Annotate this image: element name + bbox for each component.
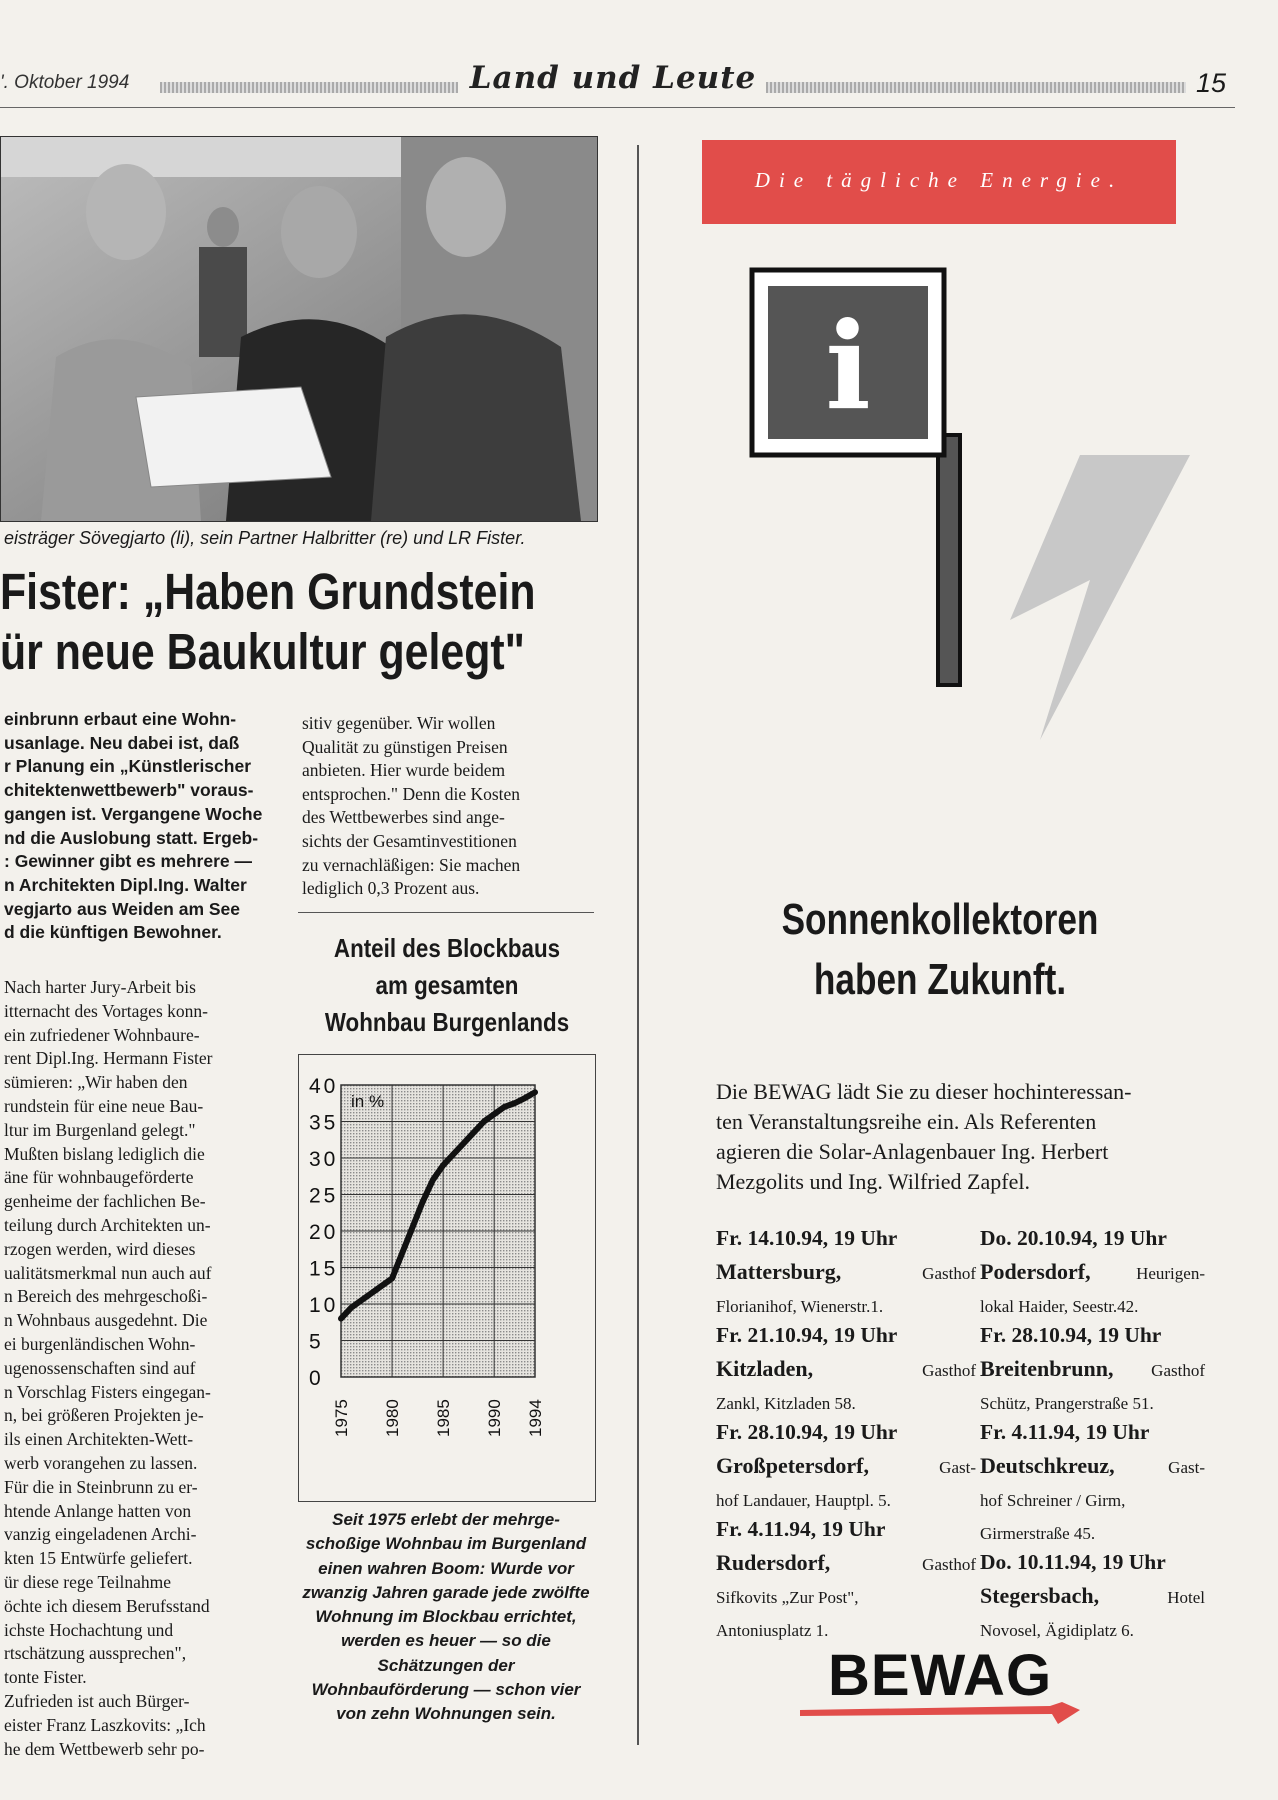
body-line: rundstein für eine neue Bau- <box>4 1095 204 1116</box>
body-line: rzogen werden, wird dieses <box>4 1238 196 1259</box>
event-place: Podersdorf, <box>980 1259 1091 1284</box>
chart-title-line: am gesamten <box>375 970 519 1000</box>
event-place-row <box>980 1579 1205 1614</box>
column-divider <box>637 145 639 1745</box>
event-item <box>980 1319 1205 1420</box>
body-line: zu vernachläßigen: Sie machen <box>302 854 521 875</box>
body-line: ualitätsmerkmal nun auch auf <box>4 1262 212 1283</box>
y-tick-label: 30 <box>309 1148 339 1171</box>
body-line: des Wettbewerbes sind ange- <box>302 807 505 828</box>
body-line: ugenossenschaften sind auf <box>4 1357 196 1378</box>
event-venue: Gasthof <box>1151 1361 1205 1380</box>
event-venue: hof Schreiner / Girm, <box>980 1491 1126 1510</box>
body-line: Mußten bislang lediglich die <box>4 1143 205 1164</box>
y-tick-label: 0 <box>309 1367 324 1390</box>
header-bar-right <box>766 82 1186 93</box>
event-venue: Gasthof <box>922 1264 976 1283</box>
body-line: ltur im Burgenland gelegt." <box>4 1119 196 1140</box>
event-date: Fr. 28.10.94, 19 Uhr <box>980 1323 1162 1347</box>
ad-title <box>740 890 1140 1010</box>
event-place: Breitenbrunn, <box>980 1356 1114 1381</box>
y-tick-label: 5 <box>309 1330 324 1354</box>
body-line: ür diese rege Teilnahme <box>4 1571 172 1592</box>
body-line: tonte Fister. <box>4 1667 87 1688</box>
body-line: htende Anlange hatten von <box>4 1500 192 1521</box>
event-venue: Zankl, Kitzladen 58. <box>716 1394 856 1413</box>
ad-intro-line: Die BEWAG lädt Sie zu dieser hochinteressan- <box>716 1079 1132 1104</box>
bewag-logo: BEWAG <box>827 1643 1053 1708</box>
chart-frame <box>298 1054 596 1502</box>
section-title: Land und Leute <box>469 60 757 96</box>
issue-date: '. Oktober 1994 <box>0 72 130 93</box>
headline-line-2: ür neue Baukultur gelegt" <box>0 623 525 680</box>
lead-line: vegjarto aus Weiden am See <box>4 898 241 919</box>
body-line: he dem Wettbewerb sehr po- <box>4 1738 205 1759</box>
line-chart <box>299 1055 595 1501</box>
body-line: Qualität zu günstigen Preisen <box>302 736 508 757</box>
lead-line: : Gewinner gibt es mehrere — <box>4 851 252 872</box>
body-line: rtschätzung aussprechen", <box>4 1643 187 1664</box>
body-line: n Bereich des mehrgeschoßi- <box>4 1286 208 1307</box>
article-lead <box>4 708 276 945</box>
ad-intro <box>716 1077 1200 1197</box>
photo-illustration <box>1 137 597 521</box>
event-date: Fr. 4.11.94, 19 Uhr <box>716 1517 886 1541</box>
body-line: kten 15 Entwürfe geliefert. <box>4 1548 193 1569</box>
body-line: entsprochen." Denn die Kosten <box>302 783 521 804</box>
event-date: Fr. 4.11.94, 19 Uhr <box>980 1420 1150 1444</box>
event-place: Deutschkreuz, <box>980 1453 1115 1478</box>
event-item <box>716 1416 976 1517</box>
event-place: Stegersbach, <box>980 1583 1100 1608</box>
event-venue: Girmerstraße 45. <box>980 1524 1096 1543</box>
event-date: Do. 20.10.94, 19 Uhr <box>980 1226 1167 1250</box>
body-line: Für die in Steinbrunn zu er- <box>4 1476 198 1497</box>
event-place-row <box>980 1449 1205 1484</box>
event-item <box>980 1222 1205 1323</box>
event-place-row <box>980 1352 1205 1387</box>
chart-title-line: Anteil des Blockbaus <box>333 933 561 963</box>
photo-caption: eisträger Sövegjarto (li), sein Partner Halbritter (re) und LR Fister. <box>4 528 526 548</box>
ad-title-line-1: Sonnenkollektoren <box>781 895 1099 944</box>
body-line: sitiv gegenüber. Wir wollen <box>302 713 496 733</box>
event-item <box>980 1416 1205 1550</box>
event-venue: Gasthof <box>922 1555 976 1574</box>
y-tick-label: 10 <box>309 1294 339 1317</box>
y-tick-label: 40 <box>309 1075 339 1098</box>
article-body <box>4 976 276 1761</box>
body-line: genheime der fachlichen Be- <box>4 1191 206 1212</box>
lead-line: n Architekten Dipl.Ing. Walter <box>4 874 247 895</box>
lead-line: gangen ist. Vergangene Woche <box>4 803 263 824</box>
event-date: Fr. 14.10.94, 19 Uhr <box>716 1226 898 1250</box>
y-tick-label: 20 <box>309 1221 339 1244</box>
event-item <box>716 1513 976 1647</box>
info-icon: i <box>825 296 871 437</box>
event-venue: Novosel, Ägidiplatz 6. <box>980 1621 1134 1640</box>
event-venue: hof Landauer, Hauptpl. 5. <box>716 1491 891 1510</box>
lead-line: nd die Auslobung statt. Ergeb- <box>4 827 259 848</box>
event-place-row <box>716 1352 976 1387</box>
event-item <box>716 1319 976 1420</box>
chart-title-line: Wohnbau Burgenlands <box>324 1007 570 1037</box>
body-line: ei burgenländischen Wohn- <box>4 1333 196 1354</box>
event-place: Kitzladen, <box>716 1356 814 1381</box>
event-venue: Gasthof <box>922 1361 976 1380</box>
x-tick-label: 1980 <box>383 1399 403 1437</box>
header-rule <box>0 107 1235 108</box>
event-place-row <box>716 1546 976 1581</box>
body-line: vanzig eingeladenen Archi- <box>4 1524 197 1545</box>
event-venue: Schütz, Prangerstraße 51. <box>980 1394 1154 1413</box>
event-venue: Sifkovits „Zur Post", <box>716 1588 859 1607</box>
event-date: Fr. 21.10.94, 19 Uhr <box>716 1323 898 1347</box>
event-venue: lokal Haider, Seestr.42. <box>980 1297 1139 1316</box>
event-venue: Gast- <box>939 1458 976 1477</box>
event-place-row <box>980 1255 1205 1290</box>
logo-swoosh <box>800 1702 1080 1726</box>
header-bar-left <box>160 82 458 93</box>
x-tick-label: 1975 <box>332 1399 351 1437</box>
body-line: ils einen Architekten-Wett- <box>4 1429 194 1450</box>
event-place-row <box>716 1449 976 1484</box>
body-line: anbieten. Hier wurde beidem <box>302 760 506 781</box>
event-date: Do. 10.11.94, 19 Uhr <box>980 1550 1166 1574</box>
event-date: Fr. 28.10.94, 19 Uhr <box>716 1420 898 1444</box>
body-line: n, bei größeren Projekten je- <box>4 1405 204 1426</box>
x-tick-label: 1994 <box>526 1399 545 1437</box>
body-line: werb vorangehen zu lassen. <box>4 1452 198 1473</box>
ad-title-line-2: haben Zukunft. <box>813 955 1067 1004</box>
event-venue: Florianihof, Wienerstr.1. <box>716 1297 884 1316</box>
article-headline <box>0 562 536 682</box>
chart-separator <box>298 912 594 913</box>
event-place-row <box>716 1255 976 1290</box>
event-venue: Antoniusplatz 1. <box>716 1621 829 1640</box>
body-line: eister Franz Laszkovits: „Ich <box>4 1714 206 1735</box>
ad-intro-line: ten Veranstaltungsreihe ein. Als Referenten <box>716 1109 1097 1134</box>
page-number: 15 <box>1196 68 1227 98</box>
events-right <box>980 1222 1205 1643</box>
unit-label: in % <box>351 1092 385 1111</box>
ad-intro-line: Mezgolits und Ing. Wilfried Zapfel. <box>716 1169 1030 1194</box>
sign-shadow <box>1010 455 1190 740</box>
lead-line: d die künftigen Bewohner. <box>4 922 222 943</box>
y-tick-label: 15 <box>309 1257 339 1281</box>
event-place: Rudersdorf, <box>716 1550 831 1575</box>
sign-post <box>938 435 960 685</box>
body-line: äne für wohnbaugeförderte <box>4 1167 194 1188</box>
event-venue: Hotel <box>1167 1588 1205 1607</box>
headline-line-1: Fister: „Haben Grundstein <box>0 563 536 620</box>
x-tick-label: 1985 <box>434 1399 454 1437</box>
ad-slogan: Die tägliche Energie. <box>754 168 1124 192</box>
body-line: ichste Hochachtung und <box>4 1619 174 1640</box>
events-left <box>716 1222 976 1643</box>
body-line: teilung durch Architekten un- <box>4 1214 211 1235</box>
body-line: ein zufriedener Wohnbaure- <box>4 1024 200 1045</box>
lead-line: einbrunn erbaut eine Wohn- <box>4 709 237 729</box>
body-line: n Wohnbaus ausgedehnt. Die <box>4 1310 208 1331</box>
article-continuation <box>302 712 594 901</box>
event-item <box>716 1222 976 1323</box>
event-venue: Gast- <box>1168 1458 1205 1477</box>
body-line: Nach harter Jury-Arbeit bis <box>4 977 196 997</box>
ad-intro-line: agieren die Solar-Anlagenbauer Ing. Herbert <box>716 1139 1109 1164</box>
article-photo <box>0 136 598 522</box>
event-place: Mattersburg, <box>716 1259 842 1284</box>
body-line: n Vorschlag Fisters eingegan- <box>4 1381 211 1402</box>
chart-title <box>321 930 574 1041</box>
body-line: rent Dipl.Ing. Hermann Fister <box>4 1048 213 1069</box>
body-line: sümieren: „Wir haben den <box>4 1072 188 1093</box>
body-line: öchte ich diesem Berufsstand <box>4 1595 210 1616</box>
x-tick-label: 1990 <box>485 1399 505 1437</box>
event-place: Großpetersdorf, <box>716 1453 869 1478</box>
event-item <box>980 1546 1205 1647</box>
body-line: lediglich 0,3 Prozent aus. <box>302 878 480 899</box>
body-line: itternacht des Vortages konn- <box>4 1000 208 1021</box>
y-tick-label: 25 <box>309 1184 339 1208</box>
lead-line: r Planung ein „Künstlerischer <box>4 756 251 777</box>
lead-line: chitektenwettbewerb" voraus- <box>4 780 254 801</box>
chart-caption: Seit 1975 erlebt der mehrgeschoßige Wohnbau im Burgenland einen wahren Boom: Wurde vor zwanzig Jahren garade jede zwölfte Wohnung im Blockbau errichtet, werden es heuer — so die Schätzungen der Wohnbauförderung — schon vier von zehn Wohnungen sein. <box>302 1510 590 1724</box>
body-line: sichts der Gesamtinvestitionen <box>302 830 517 851</box>
lead-line: usanlage. Neu dabei ist, daß <box>4 732 240 753</box>
y-tick-label: 35 <box>309 1111 339 1135</box>
event-venue: Heurigen- <box>1136 1264 1205 1283</box>
body-line: Zufrieden ist auch Bürger- <box>4 1690 190 1711</box>
